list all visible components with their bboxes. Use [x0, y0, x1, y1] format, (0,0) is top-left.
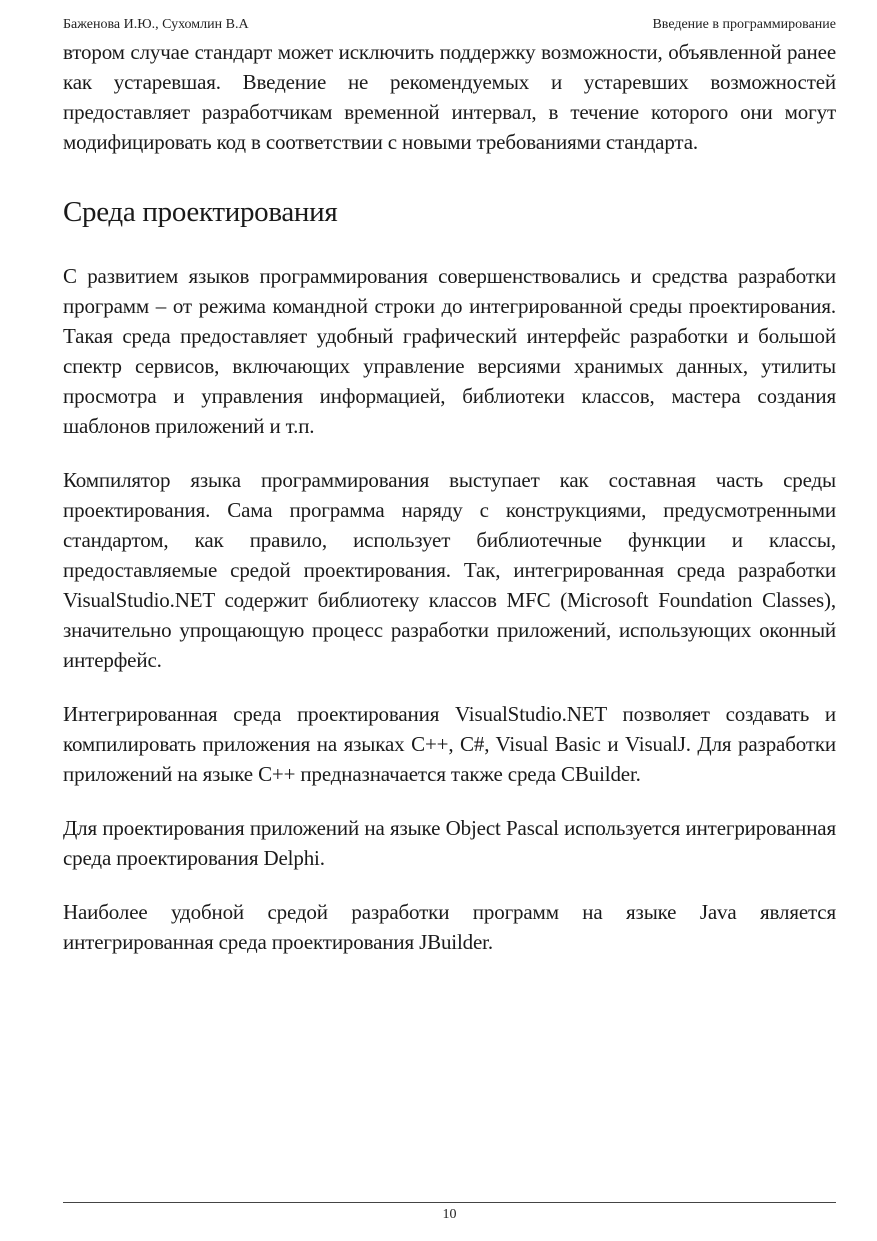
running-header [63, 16, 836, 34]
page-content [63, 37, 836, 957]
paragraph-delphi: Для проектирования приложений на языке Object Pascal используется интегрированная среда проектирования Delphi. [63, 816, 836, 870]
header-authors: Баженова И.Ю., Сухомлин В.А [63, 17, 249, 32]
page-number: 10 [442, 1207, 457, 1222]
paragraph-jbuilder: Наиболее удобной средой разработки программ на языке Java является интегрированная среда проектирования JBuilder. [63, 900, 836, 954]
section-heading: Среда проектирования [63, 196, 338, 228]
footer-divider [63, 1202, 836, 1203]
paragraph-visualstudio: Интегрированная среда проектирования VisualStudio.NET позволяет создавать и компилировать приложения на языках C++, C#, Visual Basic и VisualJ. Для разработки приложений на языке C++ предназначается также среда CBuilder. [63, 702, 836, 786]
paragraph-compiler: Компилятор языка программирования выступает как составная часть среды проектирования. Сама программа наряду с конструкциями, предусмотренными стандартом, как правило, использует библиотечные функции и классы, предоставляемые средой проектирования. Так, интегрированная среда разработки VisualStudio.NET содержит библиотеку классов MFC (Microsoft Foundation Classes), значительно упрощающую процесс разработки приложений, использующих оконный интерфейс. [63, 468, 836, 672]
header-book-title: Введение в программирование [652, 17, 836, 32]
intro-paragraph: втором случае стандарт может исключить поддержку возможности, объявленной ранее как устаревшая. Введение не рекомендуемых и устаревших возможностей предоставляет разработчикам временной интервал, в течение которого они могут модифицировать код в соответствии с новыми требованиями стандарта. [63, 40, 836, 154]
paragraph-ide-overview: С развитием языков программирования совершенствовались и средства разработки программ – от режима командной строки до интегрированной среды проектирования. Такая среда предоставляет удобный графический интерфейс разработки и большой спектр сервисов, включающих управление версиями хранимых данных, утилиты просмотра и управления информацией, библиотеки классов, мастера создания шаблонов приложений и т.п. [63, 264, 836, 438]
